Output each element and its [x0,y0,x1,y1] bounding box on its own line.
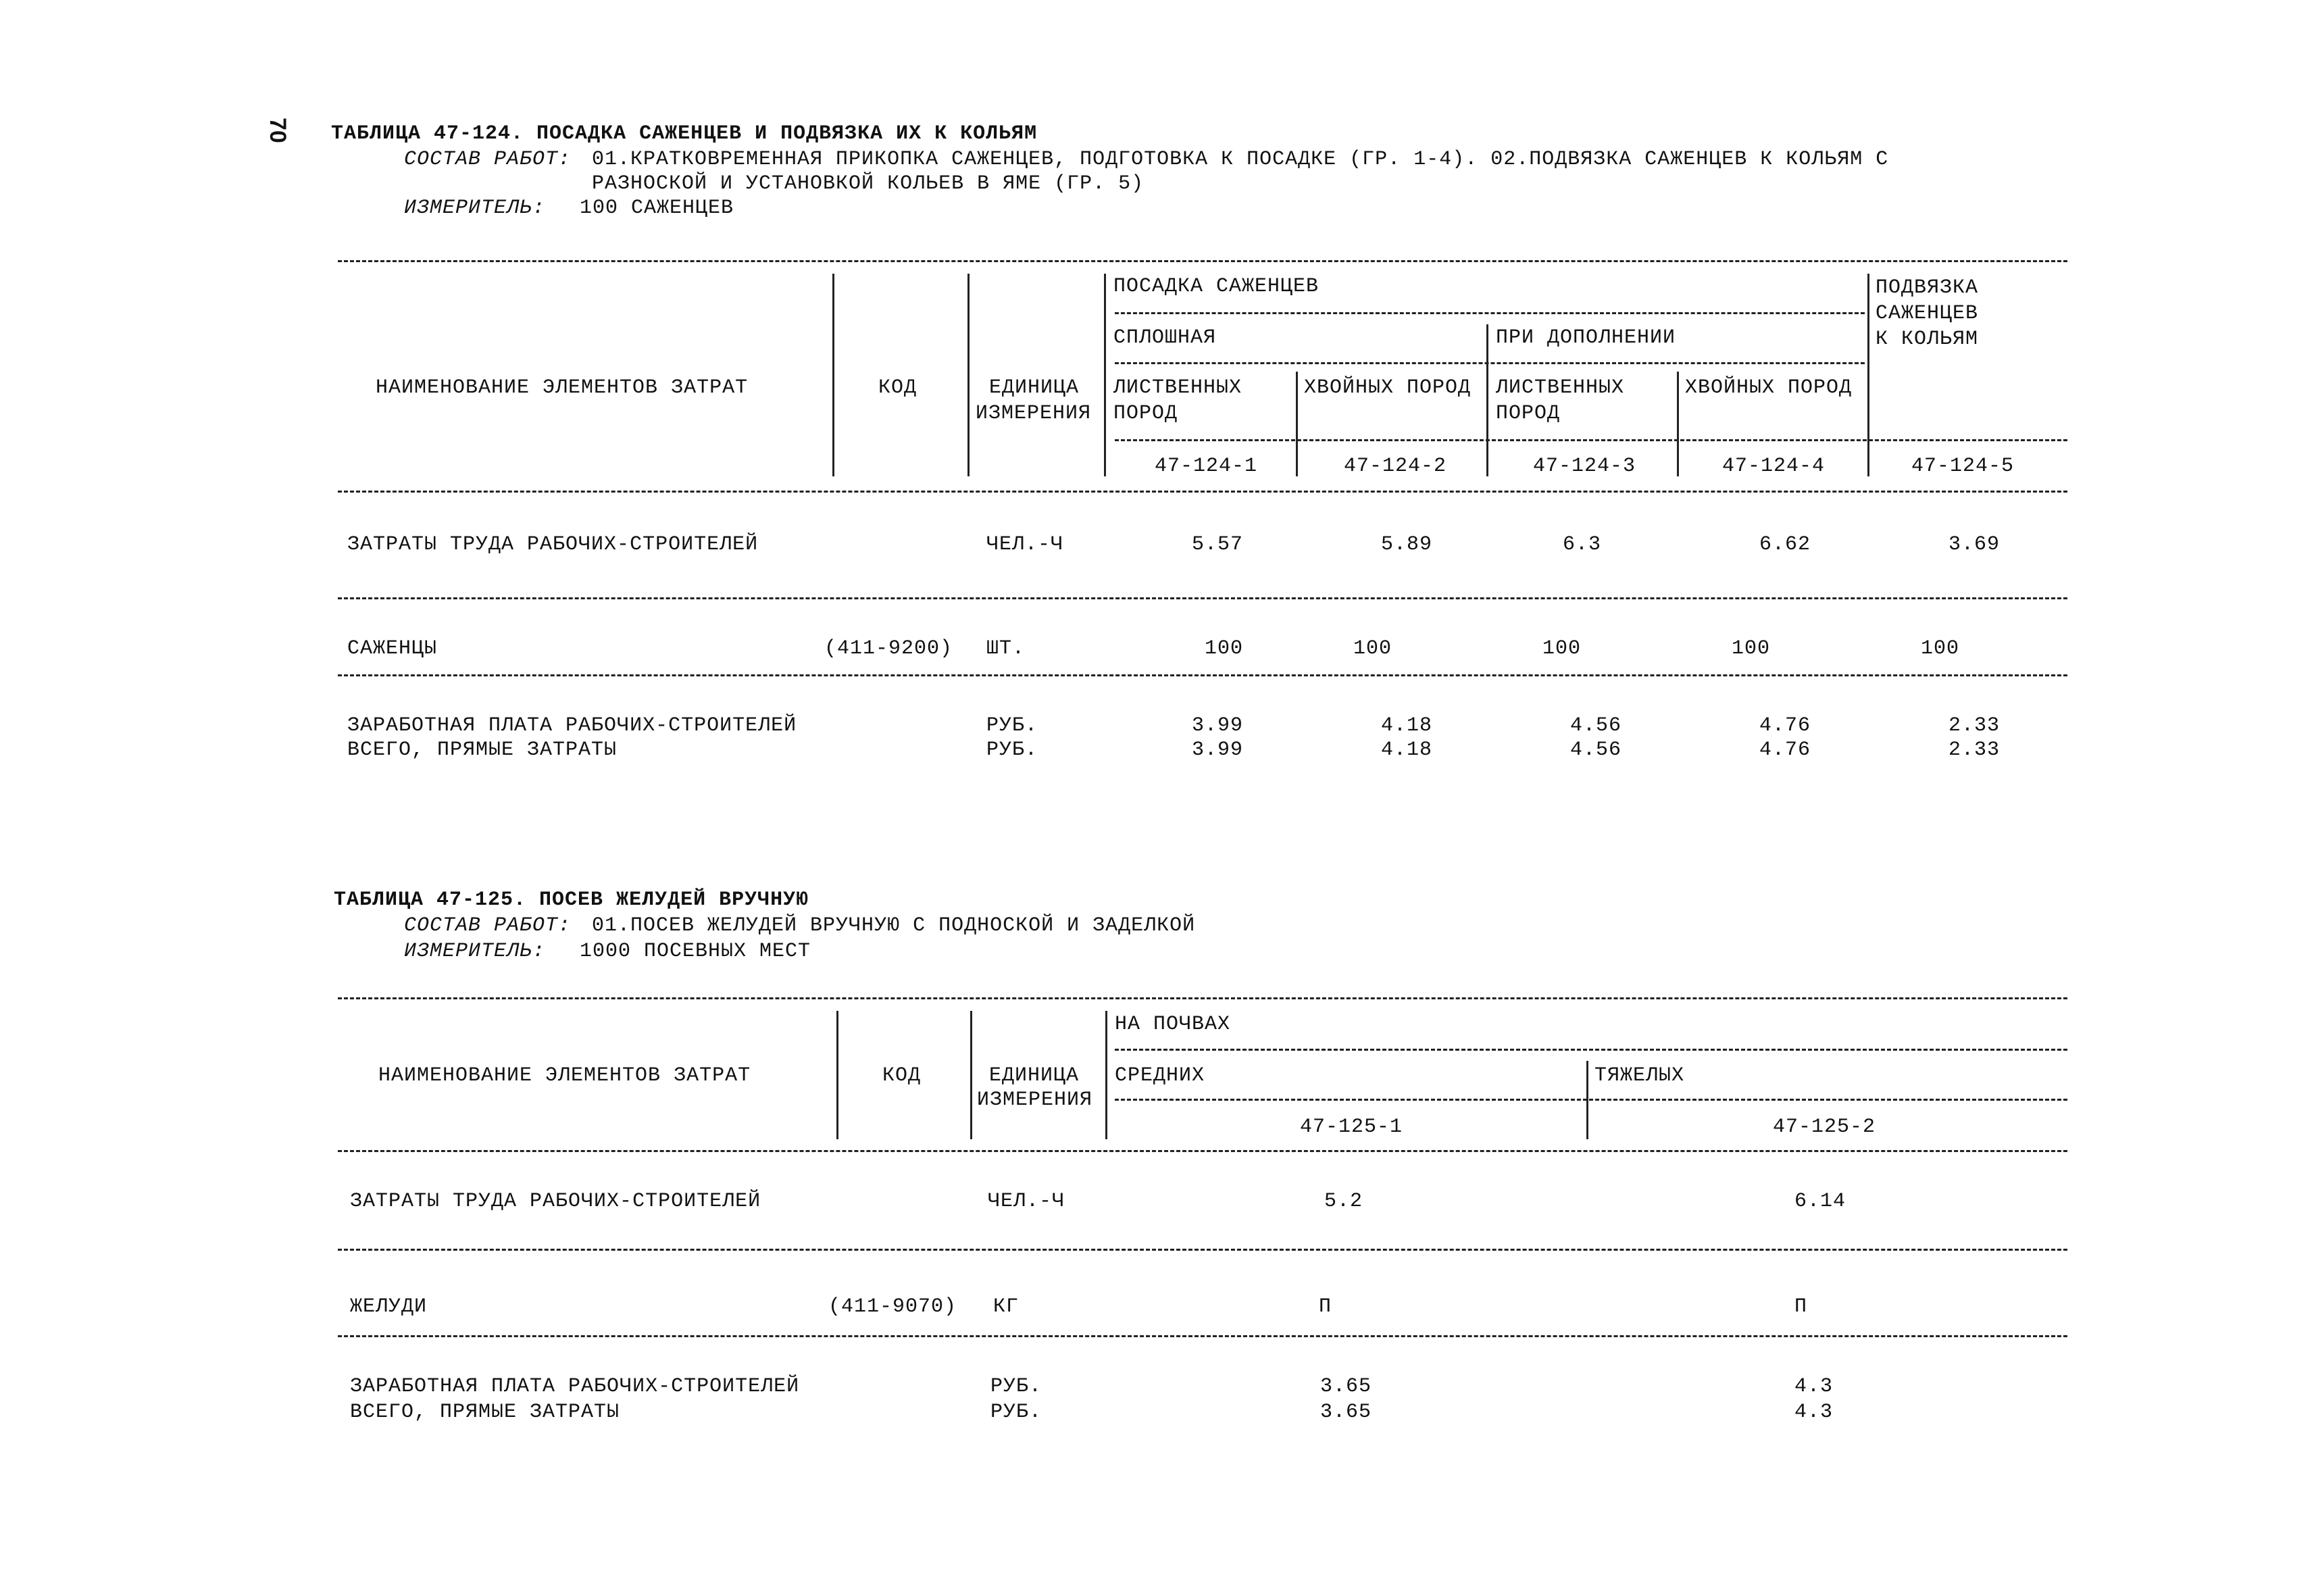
table1-row-value: 4.56 [1569,714,1621,737]
table1-row-value: 100 [1204,637,1243,660]
table1-header-supplement: ПРИ ДОПОЛНЕНИИ [1496,326,1676,349]
table1-header-conif: ХВОЙНЫХ ПОРОД [1685,376,1853,399]
table1-header-unit2: ИЗМЕРЕНИЯ [976,402,1092,425]
table2-sub-rule [1115,1099,2067,1101]
table1-col-divider [967,274,970,476]
table2-header-soils: НА ПОЧВАХ [1115,1013,1231,1036]
table1-row-value: 100 [1542,637,1581,660]
table1-row-value: 3.99 [1191,739,1243,762]
table1-row-name: ЗАТРАТЫ ТРУДА РАБОЧИХ-СТРОИТЕЛЕЙ [347,533,759,556]
table1-header-decid2: ПОРОД [1496,402,1561,425]
table1-row-name: САЖЕНЦЫ [347,637,438,660]
table1-row-value: 100 [1353,637,1392,660]
table1-row-value: 4.76 [1759,714,1811,737]
table1-row-value: 5.57 [1191,533,1243,556]
table1-header-name: НАИМЕНОВАНИЕ ЭЛЕМЕНТОВ ЗАТРАТ [376,376,749,399]
table1-row-unit: РУБ. [986,739,1038,762]
table1-header-solid: СПЛОШНАЯ [1113,326,1217,349]
table1-header-tying2: САЖЕНЦЕВ [1876,302,1979,325]
table2-row-value: 6.14 [1794,1190,1846,1213]
table1-row-value: 6.3 [1562,533,1601,556]
table1-header-tying3: К КОЛЬЯМ [1876,328,1979,351]
table1-row-value: 100 [1731,637,1770,660]
table1-header-unit1: ЕДИНИЦА [989,376,1080,399]
table1-code-col4: 47-124-4 [1721,455,1826,478]
table2-col-divider [970,1011,972,1139]
table1-header-decid2: ПОРОД [1113,402,1178,425]
table1-code-col3: 47-124-3 [1532,455,1636,478]
table2-header-unit1: ЕДИНИЦА [989,1064,1080,1087]
table2-top-rule [338,997,2067,999]
table2-header-unit2: ИЗМЕРЕНИЯ [977,1089,1093,1112]
table2-title: ТАБЛИЦА 47-125. ПОСЕВ ЖЕЛУДЕЙ ВРУЧНУЮ [334,889,809,912]
table1-title: ТАБЛИЦА 47-124. ПОСАДКА САЖЕНЦЕВ И ПОДВЯЗКА ИХ К КОЛЬЯМ [331,122,1038,145]
table2-header-bottom-rule [338,1150,2067,1152]
table2-header-code: КОД [882,1064,922,1087]
table1-col-divider [1677,372,1679,476]
table2-row-rule [338,1335,2067,1337]
table1-code-col2: 47-124-2 [1343,455,1447,478]
table2-row-rule [338,1249,2067,1251]
table1-row-rule [338,674,2067,676]
table1-row-rule [338,597,2067,599]
table2-sub-rule [1115,1049,2067,1051]
table2-row-name: ЗАРАБОТНАЯ ПЛАТА РАБОЧИХ-СТРОИТЕЛЕЙ [350,1375,800,1398]
table1-work-line1: 01.КРАТКОВРЕМЕННАЯ ПРИКОПКА САЖЕНЦЕВ, ПОДГОТОВКА К ПОСАДКЕ (ГР. 1-4). 02.ПОДВЯЗКА САЖЕНЦЕВ К КОЛЬЯМ С [592,148,1889,171]
table2-row-value: 4.3 [1794,1375,1834,1398]
table1-row-value: 6.62 [1759,533,1811,556]
table2-work-line1: 01.ПОСЕВ ЖЕЛУДЕЙ ВРУЧНУЮ С ПОДНОСКОЙ И ЗАДЕЛКОЙ [592,914,1196,937]
table1-col-divider [1486,324,1488,476]
table1-meter-label: ИЗМЕРИТЕЛЬ: [404,197,546,220]
table1-row-value: 4.18 [1380,714,1432,737]
table1-row-unit: ЧЕЛ.-Ч [986,533,1064,556]
table1-col-divider [1867,274,1869,476]
table2-row-unit: РУБ. [990,1375,1042,1398]
table1-col-divider [832,274,834,476]
table1-row-name: ВСЕГО, ПРЯМЫЕ ЗАТРАТЫ [347,739,618,762]
table1-header-conif: ХВОЙНЫХ ПОРОД [1304,376,1472,399]
table2-col-divider [836,1011,838,1139]
table2-header-heavy: ТЯЖЕЛЫХ [1594,1064,1685,1087]
table2-meter-value: 1000 ПОСЕВНЫХ МЕСТ [580,940,811,963]
table1-col-divider [1296,372,1298,476]
table2-row-name: ВСЕГО, ПРЯМЫЕ ЗАТРАТЫ [350,1401,620,1424]
table1-row-value: 4.56 [1569,739,1621,762]
table1-header-code: КОД [878,376,917,399]
table1-header-decid1: ЛИСТВЕННЫХ [1496,376,1625,399]
table1-code-col1: 47-124-1 [1154,455,1258,478]
table1-row-unit: ШТ. [986,637,1026,660]
table2-row-value: П [1794,1295,1808,1318]
table1-header-tying1: ПОДВЯЗКА [1876,276,1979,299]
table2-header-name: НАИМЕНОВАНИЕ ЭЛЕМЕНТОВ ЗАТРАТ [378,1064,751,1087]
table1-header-planting: ПОСАДКА САЖЕНЦЕВ [1113,275,1319,298]
table1-col-divider [1104,274,1106,476]
table1-row-code: (411-9200) [824,637,953,660]
table1-row-name: ЗАРАБОТНАЯ ПЛАТА РАБОЧИХ-СТРОИТЕЛЕЙ [347,714,797,737]
table2-col-divider [1105,1011,1107,1139]
table2-code-col2: 47-125-2 [1772,1116,1876,1139]
table1-top-rule [338,260,2067,262]
table2-row-value: 4.3 [1794,1401,1834,1424]
table1-code-col5: 47-124-5 [1911,455,2015,478]
table2-code-col1: 47-125-1 [1299,1116,1403,1139]
table1-meter-value: 100 САЖЕНЦЕВ [580,197,734,220]
table1-work-line2: РАЗНОСКОЙ И УСТАНОВКОЙ КОЛЬЕВ В ЯМЕ (ГР. 5) [592,172,1145,195]
table1-row-value: 3.69 [1948,533,2000,556]
table1-row-value: 5.89 [1380,533,1432,556]
table2-row-unit: РУБ. [990,1401,1042,1424]
table1-row-value: 2.33 [1948,739,2000,762]
table2-work-label: СОСТАВ РАБОТ: [404,914,572,937]
table1-row-value: 4.18 [1380,739,1432,762]
table2-row-value: 5.2 [1324,1190,1363,1213]
table1-sub-rule [1115,312,1865,314]
table2-row-value: 3.65 [1320,1401,1372,1424]
table1-sub-rule [1115,439,2067,441]
table2-header-medium: СРЕДНИХ [1115,1064,1205,1087]
table1-row-unit: РУБ. [986,714,1038,737]
table1-work-label: СОСТАВ РАБОТ: [404,148,572,171]
table1-row-value: 100 [1920,637,1959,660]
table1-header-decid1: ЛИСТВЕННЫХ [1113,376,1242,399]
table2-row-name: ЗАТРАТЫ ТРУДА РАБОЧИХ-СТРОИТЕЛЕЙ [350,1190,761,1213]
table1-row-value: 2.33 [1948,714,2000,737]
table2-col-divider [1586,1061,1588,1139]
table1-sub-rule [1115,362,1865,364]
table1-row-value: 3.99 [1191,714,1243,737]
page-number: 70 [265,118,291,143]
table1-header-bottom-rule [338,491,2067,493]
table1-row-value: 4.76 [1759,739,1811,762]
table2-row-code: (411-9070) [828,1295,957,1318]
table2-row-value: 3.65 [1320,1375,1372,1398]
table2-row-unit: ЧЕЛ.-Ч [988,1190,1065,1213]
table2-meter-label: ИЗМЕРИТЕЛЬ: [404,940,546,963]
table2-row-name: ЖЕЛУДИ [350,1295,428,1318]
table2-row-value: П [1319,1295,1332,1318]
table2-row-unit: КГ [993,1295,1020,1318]
